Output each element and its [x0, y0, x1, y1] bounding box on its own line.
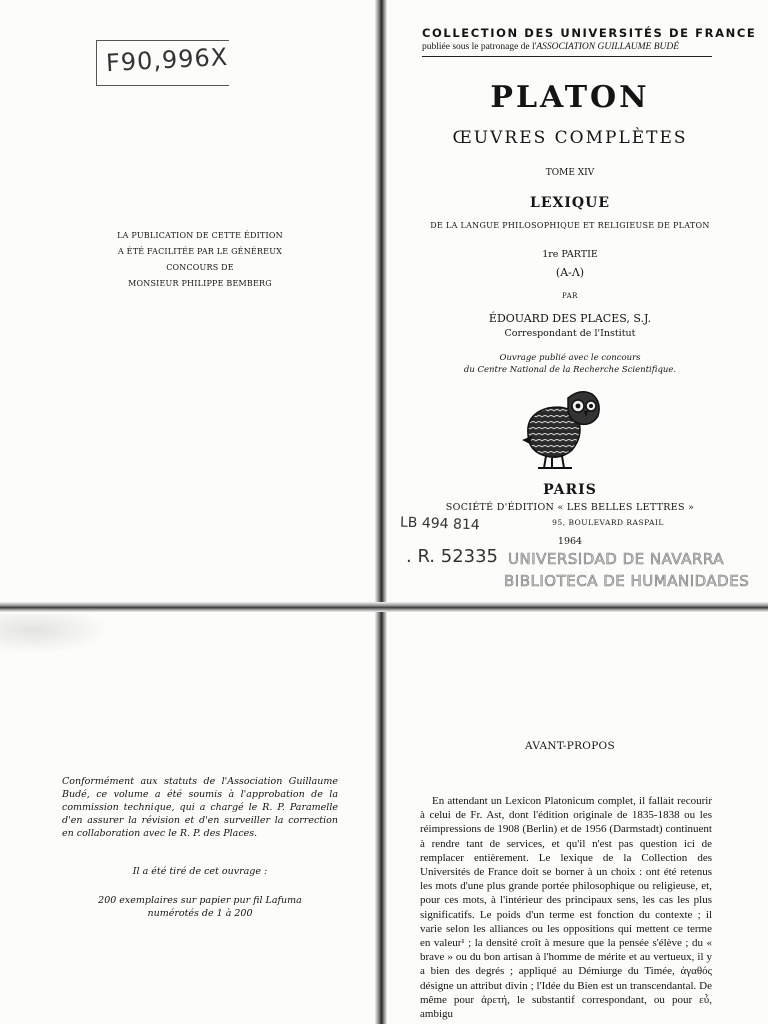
- library-stamp-library: BIBLIOTECA DE HUMANIDADES: [504, 572, 750, 590]
- scan-smudge: [0, 614, 110, 654]
- funding-line: CONCOURS DE: [166, 263, 234, 272]
- publication-note-line: du Centre National de la Recherche Scientifique.: [463, 365, 677, 375]
- patronage-association: ASSOCIATION GUILLAUME BUDÉ: [536, 42, 680, 52]
- publisher-city: PARIS: [543, 482, 597, 498]
- section-heading: AVANT-PROPOS: [525, 740, 615, 752]
- by-label: PAR: [562, 292, 578, 300]
- letter-range: (Α-Λ): [555, 266, 585, 279]
- print-run-line: numérotés de 1 à 200: [147, 908, 253, 919]
- handwritten-registry-number: . R. 52335: [406, 546, 499, 567]
- collection-title: COLLECTION DES UNIVERSITÉS DE FRANCE: [422, 26, 757, 40]
- publication-note-line: Ouvrage publié avec le concours: [499, 353, 641, 363]
- patronage-prefix: publiée sous le patronage de l': [422, 42, 537, 52]
- foreword-body: [420, 794, 712, 1021]
- funding-line: MONSIEUR PHILIPPE BEMBERG: [128, 279, 272, 288]
- print-run-label: Il a été tiré de cet ouvrage :: [132, 866, 268, 877]
- header-rule: [422, 56, 712, 57]
- print-run-details: [62, 894, 338, 920]
- part-label: 1re PARTIE: [542, 249, 598, 260]
- editor-role: Correspondant de l'Institut: [504, 328, 636, 339]
- publisher-address: 95, BOULEVARD RASPAIL: [552, 518, 664, 527]
- book-gutter-horizontal: [0, 602, 768, 612]
- book-gutter-vertical: [375, 0, 387, 1024]
- handwritten-call-number: LB 494 814: [399, 514, 481, 534]
- funding-notice: [70, 228, 330, 292]
- owl-logo: [518, 384, 604, 472]
- editor-name: ÉDOUARD DES PLACES, S.J.: [488, 312, 652, 325]
- foreword-paragraph: En attendant un Lexicon Platonicum complet, il fallait recourir à celui de Fr. Ast, dont l'édition originale de 1835-1838 ou les réimpressions de 1908 (Berlin) et de 1956 (Darmstadt) continuent à rendre tant de services, et qu'il n'est pas question ici de remplacer entièrement. Le lexique de la Collection des Universités de France doit se borner à un choix : ont été retenus les mots d'une plus grande portée philosophique ou religieuse, et, pour ces mots, à l'intérieur des principaux sens, les cas les plus significatifs. Le poids d'un terme est fonction du contexte ; il varie selon les alliances ou les oppositions qui mettent ce terme en valeur¹ ; la densité croît à mesure que la pensée s'élève ; du « brave » ou du bon artisan à l'homme de mérite et au vertueux, il y a bien des degrés ; appliqué au Démiurge du Timée, ἀγαθός désigne un attribut divin ; l'Idée du Bien est un transcendantal. De même pour ἀρετή, le substantif correspondant, ou pour εὖ, ambigu: [420, 795, 712, 1021]
- book-subtitle: DE LA LANGUE PHILOSOPHIQUE ET RELIGIEUSE DE PLATON: [430, 221, 710, 230]
- funding-line: A ÉTÉ FACILITÉE PAR LE GÉNÉREUX: [117, 247, 283, 256]
- funding-line: LA PUBLICATION DE CETTE ÉDITION: [117, 231, 283, 240]
- print-run-line: 200 exemplaires sur papier pur fil Lafuma: [98, 895, 302, 906]
- book-title: LEXIQUE: [529, 195, 610, 211]
- inventory-mark: F90,996X: [105, 42, 229, 78]
- statuts-notice: Conformément aux statuts de l'Association Guillaume Budé, ce volume a été soumis à l'approbation de la commission technique, qui a chargé le R. P. Paramelle d'en assurer la révision et d'en surveiller la correction en collaboration avec le R. P. des Places.: [62, 776, 338, 839]
- author-name: PLATON: [490, 80, 650, 115]
- publication-year: 1964: [557, 536, 583, 547]
- publisher-name: SOCIÉTÉ D'ÉDITION « LES BELLES LETTRES »: [445, 502, 695, 513]
- tome-number: TOME XIV: [545, 168, 595, 178]
- patronage-line: [422, 42, 679, 52]
- publication-note: [420, 352, 720, 376]
- page-top-left: [0, 0, 378, 604]
- works-title: ŒUVRES COMPLÈTES: [452, 128, 688, 148]
- library-stamp-university: UNIVERSIDAD DE NAVARRA: [508, 550, 724, 568]
